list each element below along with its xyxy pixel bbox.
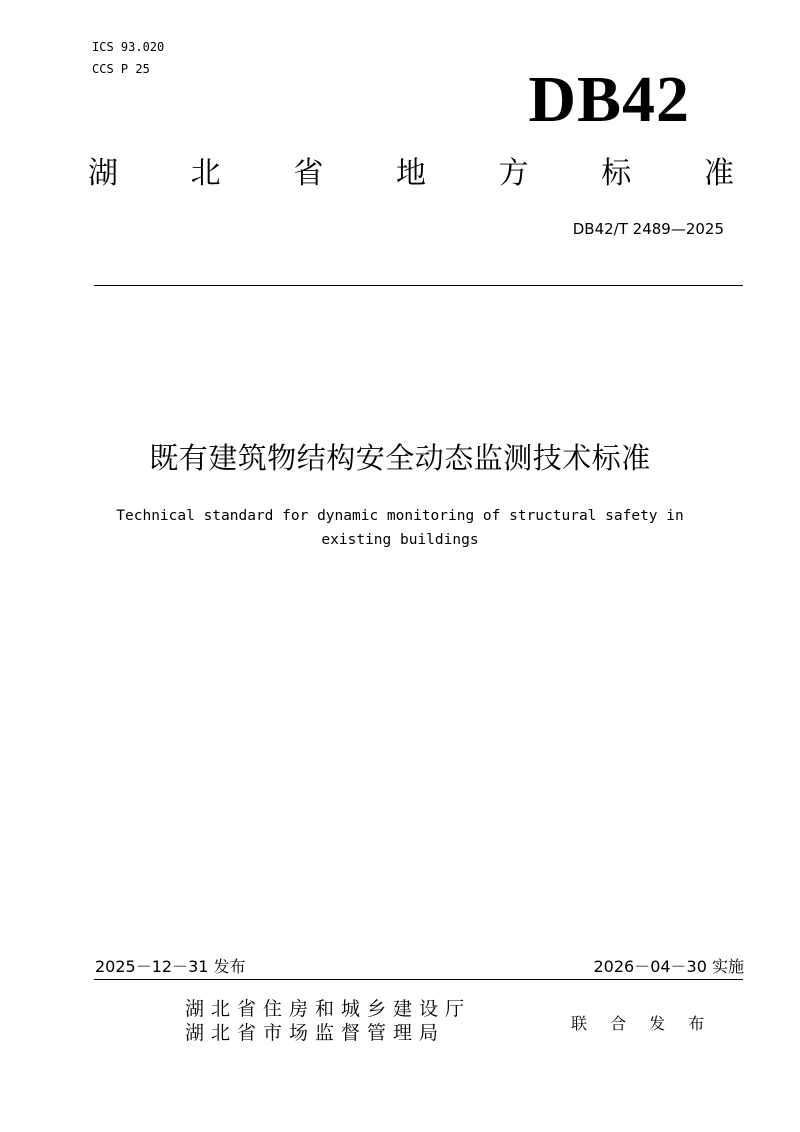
title-chinese: 既有建筑物结构安全动态监测技术标准 <box>149 441 651 475</box>
standard-number: DB42/T 2489—2025 <box>572 220 724 238</box>
standard-name-char: 地 <box>395 156 426 191</box>
implementation-date: 2026－04－30 实施 <box>593 957 744 976</box>
issue-date: 2025－12－31 发布 <box>95 957 246 976</box>
header-divider <box>94 285 743 286</box>
standard-name-char: 准 <box>703 156 734 191</box>
standard-name-char: 北 <box>190 156 221 191</box>
standard-name-char: 方 <box>498 156 529 191</box>
issuer-line: 湖北省市场监督管理局 <box>185 1022 446 1044</box>
issuing-authorities <box>185 997 471 1045</box>
db42-logo: DB42 <box>528 63 690 136</box>
footer-divider <box>94 979 743 980</box>
standard-name-char: 省 <box>293 156 324 191</box>
joint-issue-label: 联 合 发 布 <box>571 1014 714 1033</box>
standard-name-char: 湖 <box>88 156 118 191</box>
standard-name <box>88 150 734 198</box>
ics-code: ICS 93.020 <box>92 40 165 54</box>
ccs-code: CCS P 25 <box>92 62 150 76</box>
title-english: Technical standard for dynamic monitoring of structural safety in existing buildings <box>116 508 684 548</box>
issuer-line: 湖北省住房和城乡建设厅 <box>185 998 472 1020</box>
standard-name-char: 标 <box>601 156 632 191</box>
